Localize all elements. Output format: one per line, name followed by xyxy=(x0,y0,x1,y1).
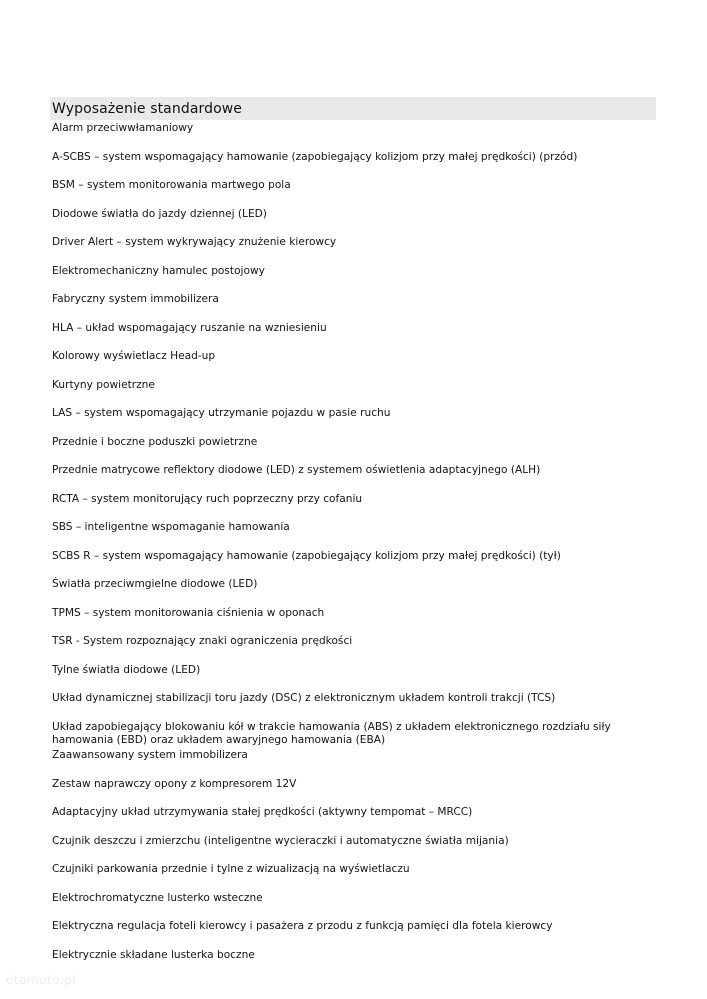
list-item: SCBS R – system wspomagający hamowanie (zapobiegający kolizjom przy małej prędkości) (tył) xyxy=(52,550,561,562)
list-item: SBS – inteligentne wspomaganie hamowania xyxy=(52,521,290,533)
section-header xyxy=(50,97,656,120)
list-item: Diodowe światła do jazdy dziennej (LED) xyxy=(52,208,267,220)
list-item: Kurtyny powietrzne xyxy=(52,379,155,391)
list-item: Przednie matrycowe reflektory diodowe (LED) z systemem oświetlenia adaptacyjnego (ALH) xyxy=(52,464,541,476)
list-item: Tylne światła diodowe (LED) xyxy=(52,664,201,676)
section-title: Wyposażenie standardowe xyxy=(52,100,243,117)
list-item: Adaptacyjny układ utrzymywania stałej prędkości (aktywny tempomat – MRCC) xyxy=(52,806,473,818)
list-item: Driver Alert – system wykrywający znużenie kierowcy xyxy=(52,236,337,248)
list-item: TSR - System rozpoznający znaki ograniczenia prędkości xyxy=(52,635,353,647)
list-item: Układ dynamicznej stabilizacji toru jazdy (DSC) z elektronicznym układem kontroli trakcji (TCS) xyxy=(52,692,556,704)
list-item: Elektrochromatyczne lusterko wsteczne xyxy=(52,892,263,904)
list-item: TPMS – system monitorowania ciśnienia w oponach xyxy=(52,607,325,619)
list-item: Kolorowy wyświetlacz Head-up xyxy=(52,350,216,362)
list-item: Alarm przeciwwłamaniowy xyxy=(52,122,194,134)
list-item: Przednie i boczne poduszki powietrzne xyxy=(52,436,258,448)
list-item: Zestaw naprawczy opony z kompresorem 12V xyxy=(52,778,297,790)
list-item: BSM – system monitorowania martwego pola xyxy=(52,179,291,191)
list-item: Fabryczny system immobilizera xyxy=(52,293,219,305)
list-item: Światła przeciwmgielne diodowe (LED) xyxy=(52,578,258,590)
list-item: HLA – układ wspomagający ruszanie na wzniesieniu xyxy=(52,322,327,334)
list-item: Elektrycznie składane lusterka boczne xyxy=(52,949,255,961)
list-item: Układ zapobiegający blokowaniu kół w trakcie hamowania (ABS) z układem elektronicznego rozdziału siły hamowania (EBD) oraz układem awaryjnego hamowania (EBA) xyxy=(52,721,611,746)
list-item: Zaawansowany system immobilizera xyxy=(52,749,248,761)
list-item: A-SCBS – system wspomagający hamowanie (zapobiegający kolizjom przy małej prędkości) (przód) xyxy=(52,151,578,163)
list-item: Czujniki parkowania przednie i tylne z wizualizacją na wyświetlaczu xyxy=(52,863,410,875)
list-item: RCTA – system monitorujący ruch poprzeczny przy cofaniu xyxy=(52,493,363,505)
watermark: otomoto.pl xyxy=(6,973,77,987)
list-item: LAS – system wspomagający utrzymanie pojazdu w pasie ruchu xyxy=(52,407,391,419)
list-item: Czujnik deszczu i zmierzchu (inteligentne wycieraczki i automatyczne światła mijania) xyxy=(52,835,509,847)
list-item: Elektromechaniczny hamulec postojowy xyxy=(52,265,265,277)
list-item: Elektryczna regulacja foteli kierowcy i pasażera z przodu z funkcją pamięci dla fotela kierowcy xyxy=(52,920,553,932)
